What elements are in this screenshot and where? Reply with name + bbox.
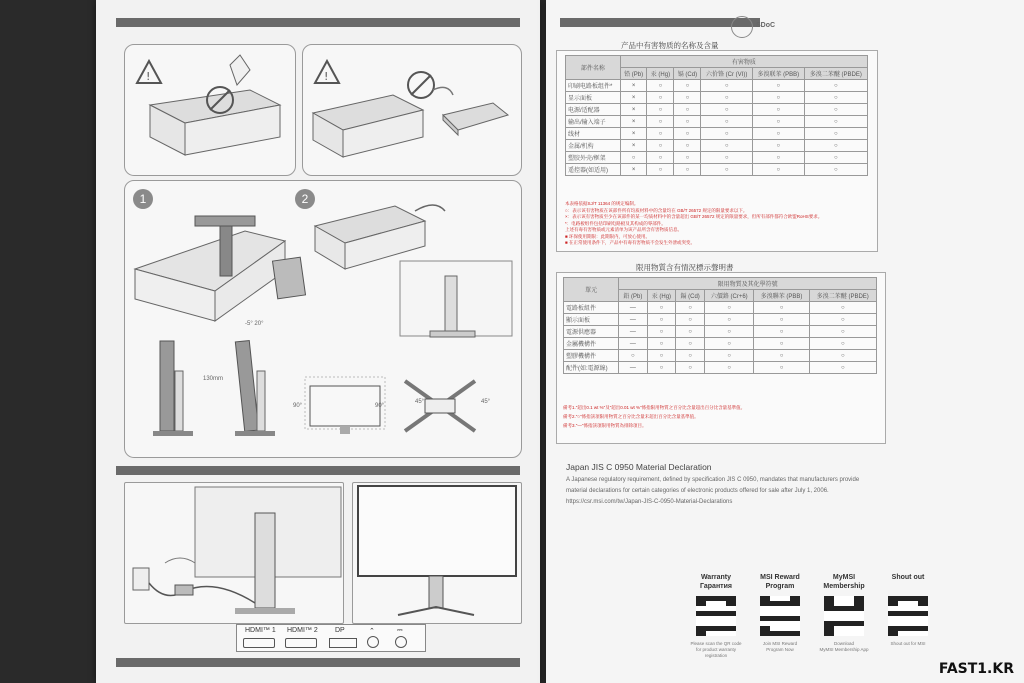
- cell-value: ○: [754, 338, 809, 350]
- row-label: 显示面板: [566, 92, 621, 104]
- warning-panel-left: [124, 44, 296, 176]
- hdmi2-port: [285, 638, 317, 648]
- qr-label: MSI Reward Program: [760, 574, 800, 590]
- cell-value: —: [619, 338, 647, 350]
- cell-value: ○: [804, 152, 867, 164]
- note-line: ■ 在正常使用条件下，产品中有毒有害物质不会发生外泄或突变。: [565, 240, 695, 245]
- table2-group-header: 限用物質及其化學符號: [619, 278, 877, 290]
- cell-value: ○: [701, 140, 752, 152]
- cell-value: ○: [705, 302, 754, 314]
- cell-value: ○: [647, 140, 674, 152]
- note-line: *：电路板组件包括印刷电路板及其构成的零部件。: [565, 220, 666, 226]
- cell-value: ○: [647, 326, 676, 338]
- cell-value: ○: [809, 338, 876, 350]
- cell-value: ○: [804, 80, 867, 92]
- cell-value: ○: [701, 80, 752, 92]
- row-label: 顯示面板: [564, 314, 619, 326]
- right-manual-page: [546, 0, 1024, 683]
- note-line: 備考2."○"係指該項限用物質之百分比含量未超出百分比含量基準值。: [563, 414, 699, 419]
- cell-value: ○: [752, 80, 804, 92]
- monitor-front-illustration: [353, 483, 521, 623]
- table2-col: 多溴二苯醚 (PBDE): [809, 290, 876, 302]
- cell-value: ○: [676, 338, 705, 350]
- cell-value: ○: [647, 80, 674, 92]
- cell-value: ○: [804, 140, 867, 152]
- note-line: 本表格依据SJ/T 11364 的规定编制。: [565, 201, 639, 206]
- watermark: FAST1.KR: [938, 661, 1014, 677]
- cell-value: ○: [676, 314, 705, 326]
- cell-value: ○: [647, 128, 674, 140]
- audio-port: [367, 636, 379, 648]
- table1-col: 六价铬 (Cr (VI)): [701, 68, 752, 80]
- cell-value: ×: [620, 140, 647, 152]
- cell-value: ○: [674, 80, 701, 92]
- qr-code-icon[interactable]: [696, 596, 736, 636]
- cell-value: ○: [809, 350, 876, 362]
- cell-value: ○: [804, 164, 867, 176]
- svg-text:!: !: [146, 70, 151, 83]
- cell-value: ○: [752, 140, 804, 152]
- step-2-badge: 2: [295, 189, 315, 209]
- cell-value: ○: [620, 152, 647, 164]
- table-row: [566, 92, 868, 104]
- qr-code-icon[interactable]: [888, 596, 928, 636]
- row-label: 電路板組件: [564, 302, 619, 314]
- cell-value: ○: [674, 140, 701, 152]
- qr-caption: Join MSI Reward Program Now: [762, 641, 798, 652]
- row-label: 印刷电路板组件*: [566, 80, 621, 92]
- cell-value: ○: [647, 104, 674, 116]
- note-line: ○：表示该有害物质在该部件所有均质材料中的含量均在 GB/T 26572 规定的限量要求以下。: [565, 207, 748, 213]
- table-row: [564, 350, 877, 362]
- row-label: 金屬機構件: [564, 338, 619, 350]
- cell-value: ○: [701, 152, 752, 164]
- table-row: [564, 314, 877, 326]
- note-line: 上述有毒有害物质或元素清单为该产品所含有害物质信息。: [565, 227, 682, 232]
- row-label: 配件(如:電源線): [564, 362, 619, 374]
- table2-title: 限用物質含有情況標示聲明書: [636, 263, 734, 272]
- cell-value: ○: [676, 326, 705, 338]
- monitor-panel: [352, 482, 522, 624]
- cell-value: ×: [620, 80, 647, 92]
- table1-col: 汞 (Hg): [647, 68, 674, 80]
- cell-value: ×: [620, 104, 647, 116]
- cell-value: ○: [752, 164, 804, 176]
- tilt-label: -5° 20°: [245, 321, 264, 327]
- cell-value: ○: [647, 362, 676, 374]
- cell-value: ○: [705, 338, 754, 350]
- cell-value: ○: [619, 350, 647, 362]
- cell-value: ×: [620, 92, 647, 104]
- cell-value: ○: [809, 326, 876, 338]
- qr-caption: Shout out for MSI: [890, 641, 926, 646]
- hdmi1-port: [243, 638, 275, 648]
- cell-value: ○: [674, 128, 701, 140]
- jis-body-line2: material declarations for certain categories of electronic products offered for sale after July 1, 2006.: [566, 488, 829, 494]
- cell-value: ○: [705, 326, 754, 338]
- table1-col: 多溴联苯 (PBB): [752, 68, 804, 80]
- cell-value: ○: [804, 116, 867, 128]
- cell-value: ○: [647, 302, 676, 314]
- table1-col: 多溴二苯醚 (PBDE): [804, 68, 867, 80]
- cell-value: ○: [809, 362, 876, 374]
- table1-col: 铅 (Pb): [620, 68, 647, 80]
- cell-value: ○: [676, 350, 705, 362]
- row-label: 输出/输入端子: [566, 116, 621, 128]
- jis-url[interactable]: https://csr.msi.com/tw/Japan-JIS-C-0950-Material-Declarations: [566, 499, 733, 505]
- table2-col: 六價鉻 (Cr+6): [705, 290, 754, 302]
- cell-value: ○: [754, 314, 809, 326]
- no-press-illustration: [125, 45, 295, 175]
- hazardous-substance-table: [565, 55, 868, 176]
- cell-value: —: [619, 326, 647, 338]
- row-label: 线材: [566, 128, 621, 140]
- cable-panel: [124, 482, 344, 624]
- table2-row-header: 單元: [564, 278, 619, 302]
- cell-value: ○: [705, 350, 754, 362]
- cell-value: ○: [752, 116, 804, 128]
- cell-value: ○: [674, 104, 701, 116]
- cell-value: ○: [647, 164, 674, 176]
- cell-value: ○: [752, 92, 804, 104]
- cell-value: ○: [752, 128, 804, 140]
- cell-value: ○: [676, 302, 705, 314]
- table2-col: 多溴聯苯 (PBB): [754, 290, 809, 302]
- cell-value: ×: [620, 116, 647, 128]
- table-row: [566, 80, 868, 92]
- qr-label: MyMSI Membership: [823, 574, 865, 590]
- qr-label: Warranty Гарантия: [700, 574, 732, 590]
- height-label: 130mm: [203, 376, 224, 382]
- qr-caption: Please scan the QR code for product warranty registration: [690, 641, 742, 658]
- cell-value: ○: [674, 152, 701, 164]
- table-row: [564, 326, 877, 338]
- cell-value: ○: [804, 104, 867, 116]
- svg-text:!: !: [324, 70, 329, 83]
- cell-value: ○: [705, 362, 754, 374]
- cable-illustration: [125, 483, 343, 623]
- cell-value: ○: [701, 92, 752, 104]
- dc-in-icon: ⎓: [397, 627, 403, 634]
- table2-col: 鉛 (Pb): [619, 290, 647, 302]
- table2-col: 鎘 (Cd): [676, 290, 705, 302]
- warning-panel-right: [302, 44, 522, 176]
- table-row: [566, 104, 868, 116]
- jis-title: Japan JIS C 0950 Material Declaration: [566, 462, 712, 472]
- table1-group-header: 有害物质: [620, 56, 867, 68]
- table1-col: 镉 (Cd): [674, 68, 701, 80]
- table1-box: [556, 50, 878, 252]
- cell-value: ○: [809, 302, 876, 314]
- note-line: 備考3."—"係指該項限用物質為排除項目。: [563, 423, 647, 428]
- pivot-left-label: 45°: [415, 399, 425, 405]
- note-line: ×：表示该有害物质至少在该部件的某一均质材料中的含量超出 GB/T 26572 规定的限量要求，但所有部件都符合欧盟RoHS要求。: [565, 214, 823, 219]
- table1-title: 产品中有害物质的名称及含量: [621, 41, 719, 50]
- cell-value: ○: [647, 152, 674, 164]
- section-bar: [116, 466, 520, 475]
- table-row: [564, 302, 877, 314]
- row-label: 塑胶外壳/框架: [566, 152, 621, 164]
- row-label: 電源供應器: [564, 326, 619, 338]
- assembly-illustration: [125, 181, 521, 457]
- note-line: ■ 环保使用期限：此期限内，可放心使用。: [565, 233, 650, 239]
- port-strip: [236, 624, 426, 652]
- cell-value: ○: [804, 92, 867, 104]
- note-line: 備考1."超出0.1 wt %"及"超出0.01 wt %"係指限用物質之百分比含量超出百分比含量基準值。: [563, 405, 746, 410]
- table-row: [566, 164, 868, 176]
- cell-value: ○: [647, 314, 676, 326]
- cell-value: ○: [754, 362, 809, 374]
- qr-caption: Download MyMSI Membership App: [819, 641, 869, 652]
- cell-value: ○: [647, 92, 674, 104]
- header-bar-right: [560, 18, 760, 27]
- cell-value: ○: [647, 350, 676, 362]
- step-1-badge: 1: [133, 189, 153, 209]
- cell-value: ○: [701, 104, 752, 116]
- qr-label: Shout out: [891, 574, 925, 581]
- cell-value: —: [619, 302, 647, 314]
- header-bar: [116, 18, 520, 27]
- row-label: 遥控器(如适用): [566, 164, 621, 176]
- cell-value: ○: [804, 128, 867, 140]
- cell-value: ○: [754, 326, 809, 338]
- table-row: [564, 338, 877, 350]
- qr-code-icon[interactable]: [824, 596, 864, 636]
- cell-value: ○: [701, 164, 752, 176]
- lift-cover-illustration: [303, 45, 521, 175]
- table-row: [564, 362, 877, 374]
- hdmi1-label: HDMI™ 1: [245, 627, 276, 634]
- cell-value: ○: [754, 350, 809, 362]
- power-port: [395, 636, 407, 648]
- cell-value: ○: [674, 164, 701, 176]
- headphone-icon: ⌃: [369, 628, 375, 635]
- sdoc-logo-icon: [731, 16, 753, 38]
- restricted-substance-table: [563, 277, 877, 374]
- cell-value: ○: [647, 116, 674, 128]
- cell-value: ○: [754, 302, 809, 314]
- table-row: [566, 152, 868, 164]
- cell-value: ○: [809, 314, 876, 326]
- pivot-right-label: 45°: [481, 399, 491, 405]
- swivel-right-label: 90°: [375, 403, 385, 409]
- cell-value: —: [619, 314, 647, 326]
- assembly-panel: [124, 180, 522, 458]
- table-row: [566, 140, 868, 152]
- cell-value: ○: [674, 92, 701, 104]
- hdmi2-label: HDMI™ 2: [287, 627, 318, 634]
- table2-col: 汞 (Hg): [647, 290, 676, 302]
- swivel-left-label: 90°: [293, 403, 303, 409]
- qr-code-icon[interactable]: [760, 596, 800, 636]
- cell-value: ○: [701, 128, 752, 140]
- footer-bar: [116, 658, 520, 667]
- cell-value: ○: [752, 104, 804, 116]
- row-label: 金属/机构: [566, 140, 621, 152]
- cell-value: ○: [705, 314, 754, 326]
- cell-value: ○: [701, 116, 752, 128]
- cell-value: ○: [676, 362, 705, 374]
- cell-value: ○: [752, 152, 804, 164]
- table-row: [566, 116, 868, 128]
- row-label: 电源/适配器: [566, 104, 621, 116]
- dp-port: [329, 638, 357, 648]
- sdoc-logo-text: SDoC: [756, 22, 776, 29]
- cell-value: ×: [620, 164, 647, 176]
- table1-row-header: 部件名称: [566, 56, 621, 80]
- table-row: [566, 128, 868, 140]
- left-manual-page: [96, 0, 540, 683]
- cell-value: ○: [647, 338, 676, 350]
- cell-value: ×: [620, 128, 647, 140]
- cell-value: ○: [674, 116, 701, 128]
- cell-value: —: [619, 362, 647, 374]
- table2-box: [556, 272, 886, 444]
- dp-label: DP: [335, 627, 345, 634]
- jis-body-line1: A Japanese regulatory requirement, defined by specification JIS C 0950, mandates that manufacturers provide: [566, 477, 860, 483]
- row-label: 塑膠機構件: [564, 350, 619, 362]
